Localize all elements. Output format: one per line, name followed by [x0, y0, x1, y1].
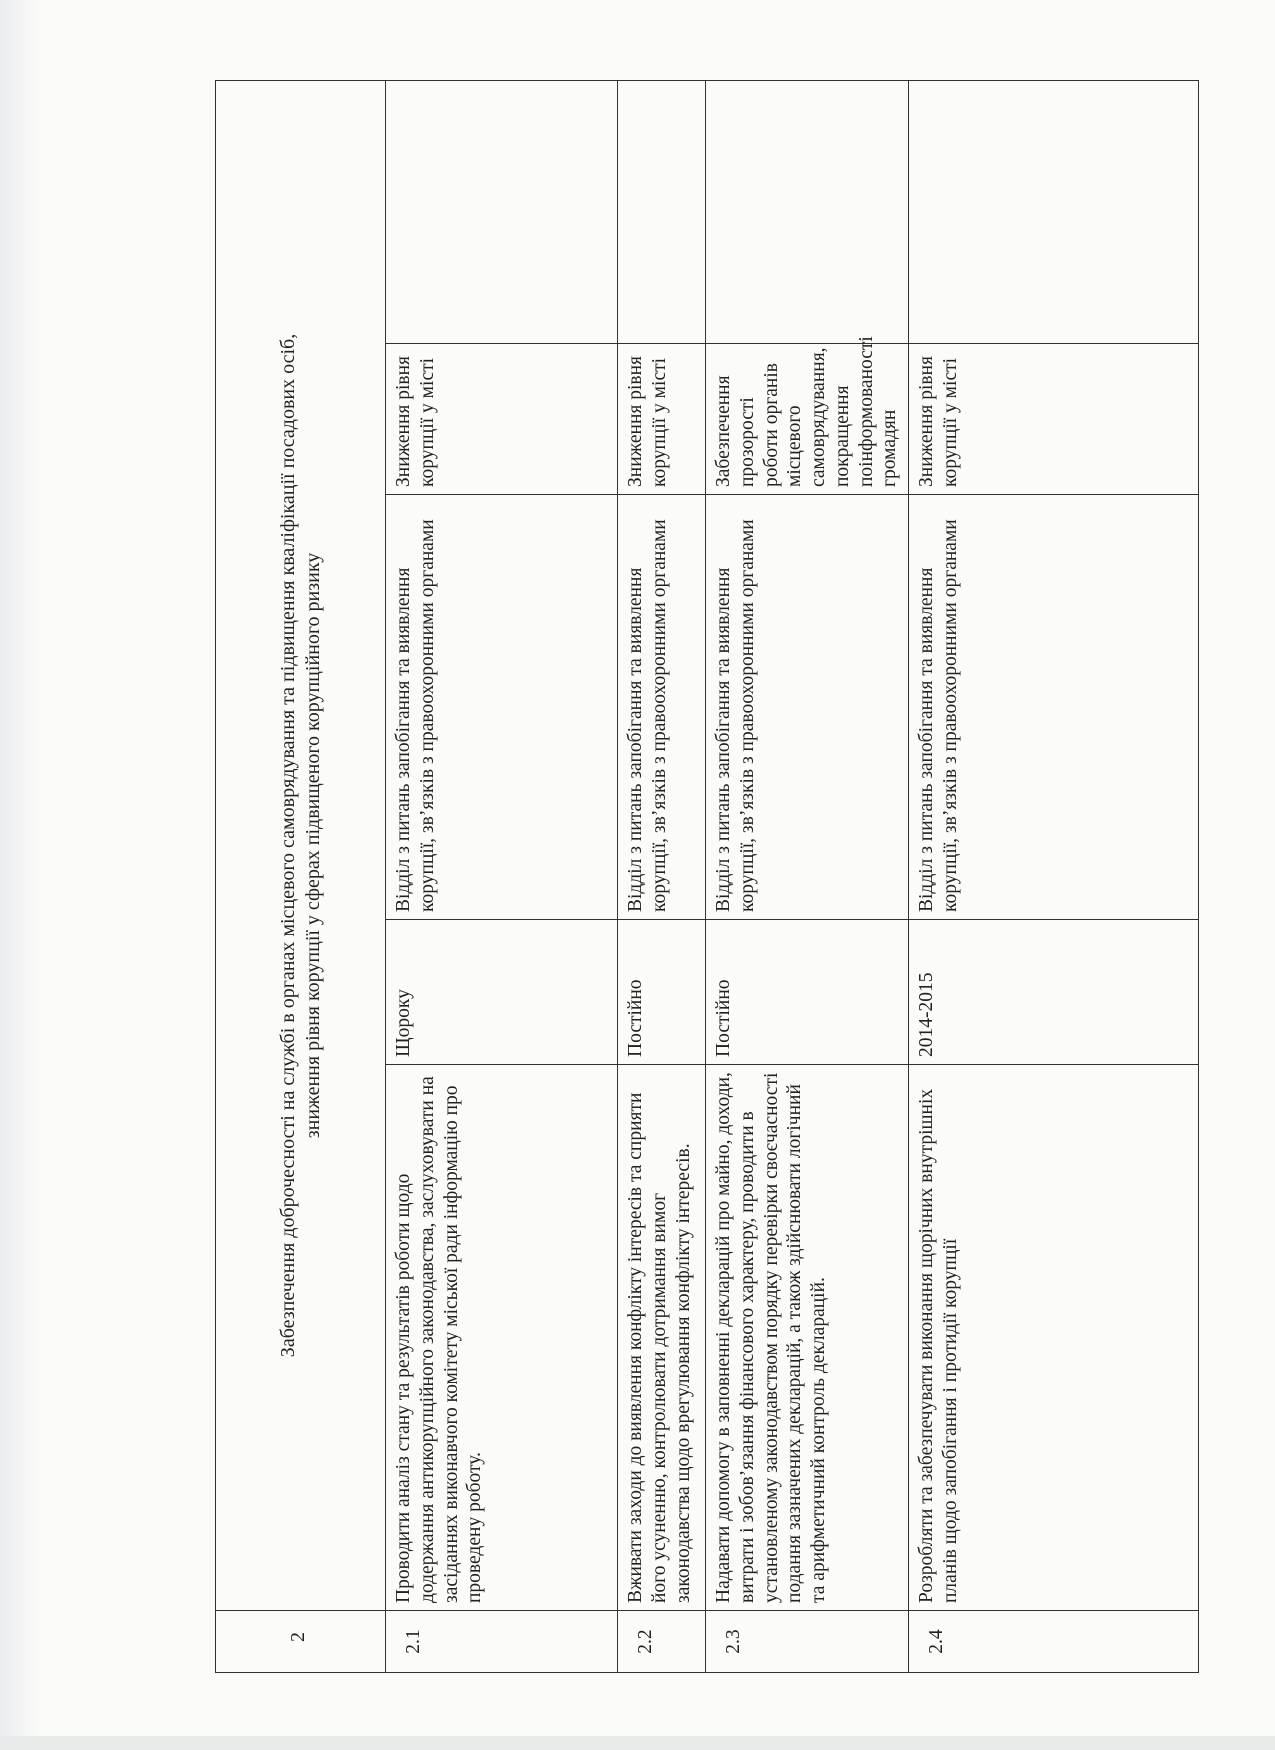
executor-cell: Відділ з питань запобігання та виявлення корупції, зв’язків з правоохоронними органами	[909, 495, 1199, 920]
measure-cell: Надавати допомогу в заповненні декларацій про майно, доходи, витрати і зобов’язання фінансового характеру, проводити в установленому законодавством порядку перевірки своєчасності подання зазначених декларацій, а також здійснювати логічний та арифметичний контроль декларацій.	[706, 1065, 909, 1611]
result-cell: Забезпечення прозорості роботи органів місцевого самоврядування, покращення поінформованості громадян	[706, 344, 909, 495]
measures-table	[215, 80, 1199, 1673]
result-cell: Зниження рівня корупції у місті	[618, 344, 706, 495]
term-cell: Постійно	[618, 920, 706, 1065]
measure-cell: Розробляти та забезпечувати виконання щорічних внутрішніх планів щодо запобігання і протидії корупції	[909, 1065, 1199, 1611]
rotated-page	[215, 81, 1195, 1673]
section-title	[216, 80, 386, 1610]
empty-cell	[909, 80, 1199, 343]
row-number: 2.4	[909, 1611, 1199, 1673]
measure-cell: Проводити аналіз стану та результатів роботи щодо додержання антикорупційного законодавства, заслуховувати на засіданнях виконавчого комітету міської ради інформацію про проведену роботу.	[386, 1065, 618, 1611]
scan-bottom-shadow	[0, 1736, 1275, 1750]
empty-cell	[706, 80, 909, 343]
row-number: 2.2	[618, 1611, 706, 1673]
executor-cell: Відділ з питань запобігання та виявлення корупції, зв’язків з правоохоронними органами	[386, 495, 618, 920]
measure-cell: Вживати заходи до виявлення конфлікту інтересів та сприяти його усуненню, контролювати дотримання вимог законодавства щодо врегулювання конфлікту інтересів.	[618, 1065, 706, 1611]
row-number: 2.1	[386, 1611, 618, 1673]
section-title-line-1: Забезпечення доброчесності на службі в органах місцевого самоврядування та підвищення кваліфікації посадових осіб,	[277, 333, 300, 1358]
table-row	[618, 80, 706, 1672]
term-cell: 2014-2015	[909, 920, 1199, 1065]
section-row	[216, 80, 386, 1672]
empty-cell	[386, 80, 618, 343]
row-number: 2.3	[706, 1611, 909, 1673]
executor-cell: Відділ з питань запобігання та виявлення корупції, зв’язків з правоохоронними органами	[706, 495, 909, 920]
section-title-line-2: зниження рівня корупції у сферах підвищеного корупційного ризику	[301, 552, 324, 1139]
result-cell: Зниження рівня корупції у місті	[386, 344, 618, 495]
result-cell: Зниження рівня корупції у місті	[909, 344, 1199, 495]
table-row	[909, 80, 1199, 1672]
empty-cell	[618, 80, 706, 343]
term-cell: Щороку	[386, 920, 618, 1065]
executor-cell: Відділ з питань запобігання та виявлення корупції, зв’язків з правоохоронними органами	[618, 495, 706, 920]
section-number: 2	[216, 1611, 386, 1673]
scan-edge-shadow	[0, 0, 44, 1750]
term-cell: Постійно	[706, 920, 909, 1065]
table-row	[706, 80, 909, 1672]
table-row	[386, 80, 618, 1672]
